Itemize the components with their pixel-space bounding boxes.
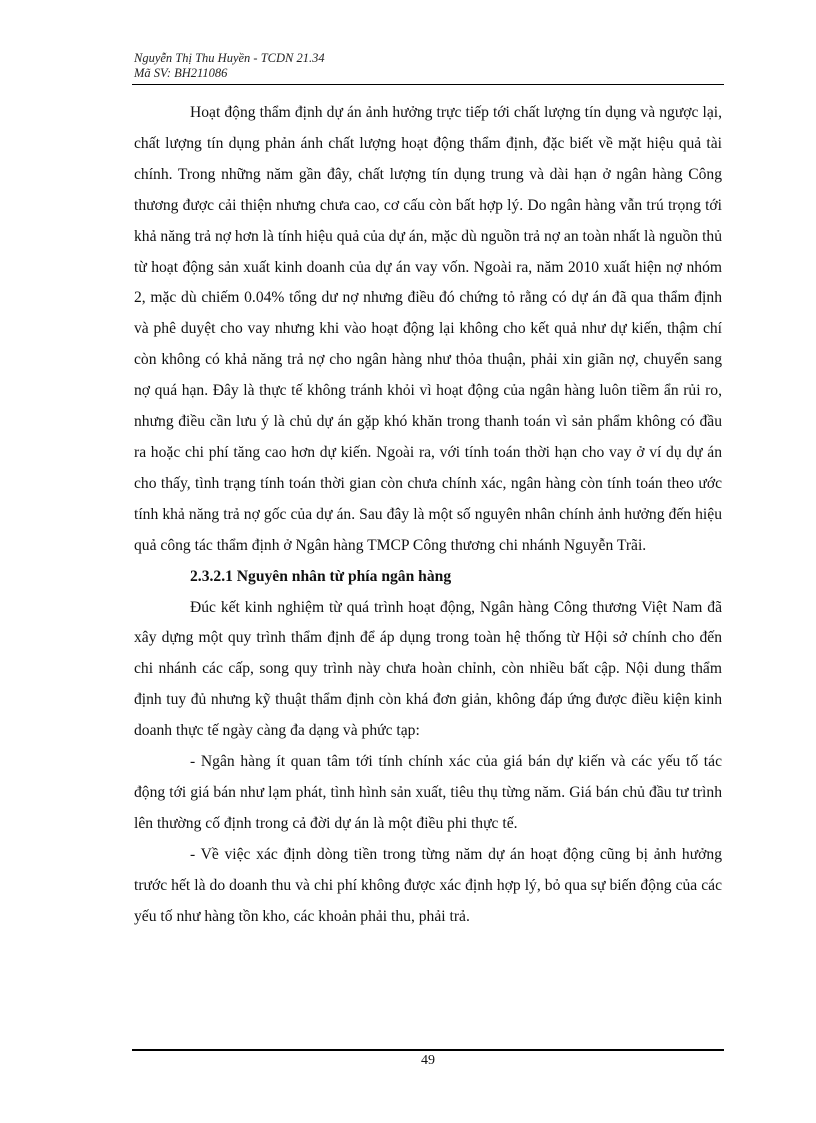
document-body bbox=[134, 98, 722, 932]
section-heading: 2.3.2.1 Nguyên nhân từ phía ngân hàng bbox=[190, 567, 452, 585]
page-number: 49 bbox=[421, 1053, 435, 1068]
footer-divider bbox=[132, 1049, 724, 1051]
intro-paragraph: Hoạt động thẩm định dự án ảnh hưởng trực tiếp tới chất lượng tín dụng và ngược lại, chất lượng tín dụng phản ánh chất lượng hoạt động thẩm định, đặc biết về mặt hiệu quả tài chính. Trong những năm gần đây, chất lượng tín dụng trung và dài hạn ở ngân hàng Công thương được cải thiện nhưng chưa cao, cơ cấu còn bất hợp lý. Do ngân hàng vẫn trú trọng tới khả năng trả nợ hơn là tính hiệu quả của dự án, mặc dù nguồn trả nợ an toàn nhất là nguồn thủ từ hoạt động sản xuất kinh doanh của dự án vay vốn. Ngoài ra, năm 2010 xuất hiện nợ nhóm 2, mặc dù chiếm 0.04% tổng dư nợ nhưng điều đó chứng tỏ rằng có dự án đã qua thẩm định và phê duyệt cho vay nhưng khi vào hoạt động lại không cho kết quả như dự kiến, thậm chí còn không có khả năng trả nợ cho ngân hàng như thỏa thuận, phải xin giãn nợ, chuyển sang nợ quá hạn. Đây là thực tế không tránh khỏi vì hoạt động của ngân hàng luôn tiềm ẩn rủi ro, nhưng điều cần lưu ý là chủ dự án gặp khó khăn trong thanh toán vì sản phẩm không có đầu ra hoặc chi phí tăng cao hơn dự kiến. Ngoài ra, với tính toán thời hạn cho vay ở ví dụ dự án cho thấy, tình trạng tính toán thời gian còn chưa chính xác, ngân hàng còn tính toán theo ước tính khả năng trả nợ gốc của dự án. Sau đây là một số nguyên nhân chính ảnh hưởng đến hiệu quả công tác thẩm định ở Ngân hàng TMCP Công thương chi nhánh Nguyễn Trãi. bbox=[134, 104, 722, 554]
section-paragraph-1: Đúc kết kinh nghiệm từ quá trình hoạt động, Ngân hàng Công thương Việt Nam đã xây dựng một quy trình thẩm định để áp dụng trong toàn hệ thống từ Hội sở chính cho đến chi nhánh các cấp, song quy trình này chưa hoàn chỉnh, còn nhiều bất cập. Nội dung thẩm định tuy đủ nhưng kỹ thuật thẩm định còn khá đơn giản, không đáp ứng được điều kiện kinh doanh thực tế ngày càng đa dạng và phức tạp: bbox=[134, 598, 722, 740]
header-author: Nguyễn Thị Thu Huyền - TCDN 21.34 bbox=[134, 51, 325, 65]
page-header bbox=[134, 51, 726, 81]
section-paragraph-3: - Về việc xác định dòng tiền trong từng năm dự án hoạt động cũng bị ảnh hưởng trước hết là do doanh thu và chi phí không được xác định hợp lý, bỏ qua sự biến động của các yếu tố như hàng tồn kho, các khoản phải thu, phải trả. bbox=[134, 845, 722, 925]
section-paragraph-2: - Ngân hàng ít quan tâm tới tính chính xác của giá bán dự kiến và các yếu tố tác động tới giá bán như lạm phát, tình hình sản xuất, tiêu thụ từng năm. Giá bán chủ đầu tư trình lên thường cố định trong cả đời dự án là một điều phi thực tế. bbox=[134, 753, 722, 832]
header-student-id: Mã SV: BH211086 bbox=[134, 66, 228, 80]
header-divider bbox=[132, 84, 724, 85]
